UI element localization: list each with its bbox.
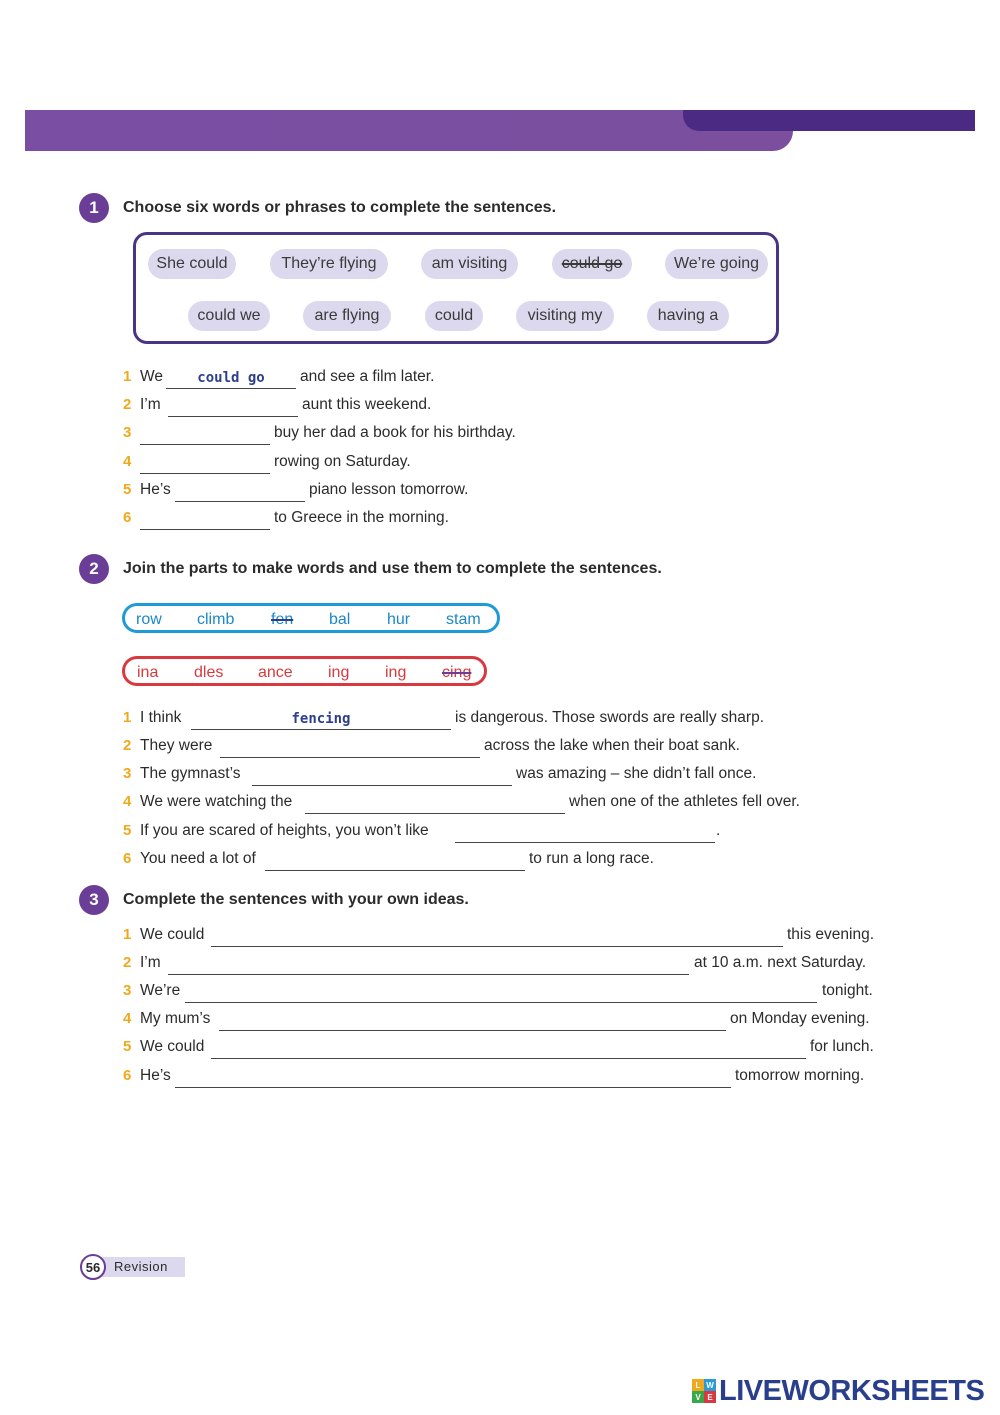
sentence-text: The gymnast’s — [140, 765, 241, 782]
sentence-text: He’s — [140, 1067, 171, 1084]
sentence-text: tomorrow morning. — [735, 1067, 865, 1084]
sentence-number: 3 — [123, 765, 132, 782]
footer-label: Revision — [92, 1257, 185, 1277]
sentence-text: We were watching the — [140, 793, 293, 810]
word-part: ing — [385, 664, 407, 681]
sentence-text: I’m — [140, 396, 161, 413]
sentence-text: when one of the athletes fell over. — [569, 793, 800, 810]
sentence-text: is dangerous. Those swords are really sharp. — [455, 709, 765, 726]
page-number: 56 — [80, 1254, 106, 1280]
answer-blank[interactable] — [211, 926, 783, 947]
word-part: ina — [137, 664, 159, 681]
word-chip: visiting my — [516, 301, 614, 331]
sentence-text: aunt this weekend. — [302, 396, 432, 413]
sentence-text: If you are scared of heights, you won’t like — [140, 822, 429, 839]
sentence-text: buy her dad a book for his birthday. — [274, 424, 516, 441]
word-part: ing — [328, 664, 350, 681]
section-2-number: 2 — [79, 554, 109, 584]
sentence-text: tonight. — [822, 982, 873, 999]
word-part: row — [136, 611, 162, 628]
answer-text: fencing — [291, 711, 351, 727]
answer-blank[interactable] — [265, 850, 525, 871]
answer-text: could go — [197, 370, 265, 386]
sentence-text: to Greece in the morning. — [274, 509, 449, 526]
sentence-text: . — [716, 822, 721, 839]
word-part-used: cing — [442, 664, 472, 681]
word-parts-box-second — [122, 656, 487, 686]
sentence-number: 3 — [123, 424, 132, 441]
sentence-text: and see a film later. — [300, 368, 435, 385]
word-part: ance — [258, 664, 293, 681]
header-bar-accent — [683, 110, 975, 131]
answer-blank[interactable] — [175, 1067, 731, 1088]
sentence-text: piano lesson tomorrow. — [309, 481, 469, 498]
word-chip: am visiting — [421, 249, 518, 279]
sentence-number: 5 — [123, 1038, 132, 1055]
word-chip: They’re flying — [270, 249, 388, 279]
word-chip: are flying — [303, 301, 391, 331]
answer-blank[interactable] — [140, 509, 270, 530]
liveworksheets-icon: L W V E — [692, 1379, 716, 1403]
word-parts-box-first — [122, 603, 500, 633]
sentence-number: 1 — [123, 368, 132, 385]
section-1-title: Choose six words or phrases to complete the sentences. — [123, 199, 557, 216]
sentence-number: 1 — [123, 709, 132, 726]
word-part: hur — [387, 611, 411, 628]
answer-blank[interactable] — [305, 793, 565, 814]
section-1-number: 1 — [79, 193, 109, 223]
sentence-text: We — [140, 368, 163, 385]
answer-blank[interactable] — [140, 424, 270, 445]
sentence-number: 5 — [123, 481, 132, 498]
sentence-text: We could — [140, 926, 205, 943]
sentence-number: 4 — [123, 453, 132, 470]
sentence-text: to run a long race. — [529, 850, 654, 867]
sentence-number: 2 — [123, 396, 132, 413]
word-part-used: fen — [271, 611, 294, 628]
word-part: stam — [446, 611, 481, 628]
answer-blank[interactable] — [220, 737, 480, 758]
sentence-text: for lunch. — [810, 1038, 874, 1055]
sentence-text: on Monday evening. — [730, 1010, 870, 1027]
sentence-text: at 10 a.m. next Saturday. — [694, 954, 867, 971]
word-chip-used: could go — [552, 249, 632, 279]
brand-text: LIVEWORKSHEETS — [719, 1374, 985, 1407]
word-chip: could — [425, 301, 483, 331]
answer-blank[interactable] — [168, 954, 689, 975]
section-2-title: Join the parts to make words and use them to complete the sentences. — [123, 560, 662, 577]
sentence-text: We’re — [140, 982, 181, 999]
answer-blank[interactable] — [455, 822, 715, 843]
sentence-text: You need a lot of — [140, 850, 256, 867]
answer-blank[interactable] — [168, 396, 298, 417]
answer-blank[interactable] — [175, 481, 305, 502]
sentence-text: They were — [140, 737, 213, 754]
answer-blank[interactable] — [211, 1038, 806, 1059]
sentence-text: He’s — [140, 481, 171, 498]
word-chip: could we — [188, 301, 270, 331]
answer-blank[interactable] — [219, 1010, 726, 1031]
liveworksheets-logo — [692, 1374, 984, 1408]
sentence-text: My mum’s — [140, 1010, 211, 1027]
sentence-number: 5 — [123, 822, 132, 839]
sentence-text: I’m — [140, 954, 161, 971]
word-chip: We’re going — [665, 249, 768, 279]
sentence-text: this evening. — [787, 926, 875, 943]
header-bar — [25, 110, 793, 151]
answer-blank[interactable] — [252, 765, 512, 786]
sentence-number: 6 — [123, 850, 132, 867]
section-3-number: 3 — [79, 885, 109, 915]
sentence-text: We could — [140, 1038, 205, 1055]
word-chip: She could — [148, 249, 236, 279]
sentence-number: 4 — [123, 1010, 132, 1027]
word-chip: having a — [647, 301, 729, 331]
sentence-text: I think — [140, 709, 182, 726]
answer-blank[interactable] — [185, 982, 817, 1003]
sentence-number: 3 — [123, 982, 132, 999]
sentence-number: 6 — [123, 509, 132, 526]
word-part: climb — [197, 611, 235, 628]
sentence-text: was amazing – she didn’t fall once. — [516, 765, 757, 782]
sentence-number: 4 — [123, 793, 132, 810]
sentence-number: 2 — [123, 737, 132, 754]
section-3-title: Complete the sentences with your own ideas. — [123, 891, 469, 908]
sentence-number: 2 — [123, 954, 132, 971]
word-part: dles — [194, 664, 224, 681]
sentence-text: across the lake when their boat sank. — [484, 737, 740, 754]
sentence-number: 6 — [123, 1067, 132, 1084]
sentence-text: rowing on Saturday. — [274, 453, 411, 470]
sentence-number: 1 — [123, 926, 132, 943]
answer-blank[interactable] — [140, 453, 270, 474]
word-part: bal — [329, 611, 351, 628]
